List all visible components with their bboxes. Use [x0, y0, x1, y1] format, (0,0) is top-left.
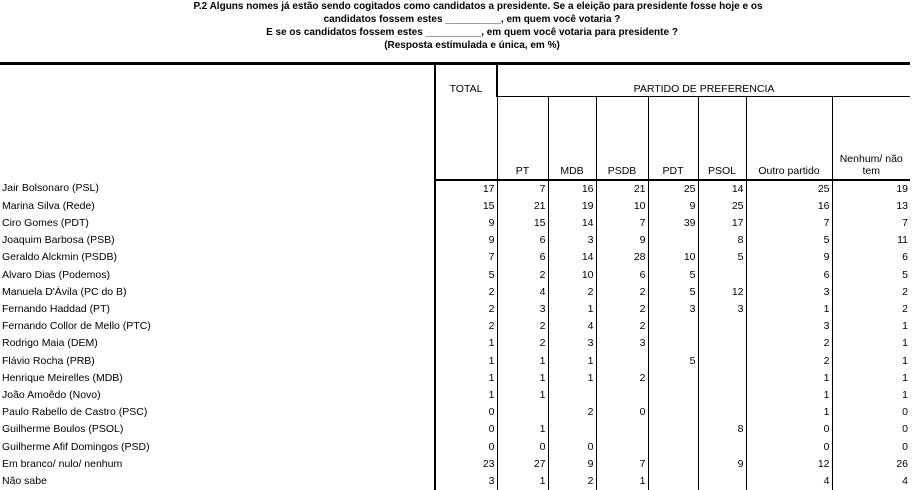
cell-pdt — [648, 439, 698, 456]
candidate-name: Em branco/ nulo/ nenhum — [0, 456, 435, 473]
cell-psdb: 2 — [596, 301, 648, 318]
candidate-name: Ciro Gomes (PDT) — [0, 215, 435, 232]
cell-outro: 12 — [746, 456, 832, 473]
cell-psdb — [596, 421, 648, 438]
cell-nenhum: 1 — [832, 370, 910, 387]
cell-mdb: 3 — [548, 232, 596, 249]
cell-mdb: 9 — [548, 456, 596, 473]
cell-mdb: 1 — [548, 353, 596, 370]
total-cell: 0 — [435, 404, 497, 421]
total-cell: 0 — [435, 439, 497, 456]
cell-pdt: 5 — [648, 284, 698, 301]
party-group-header: PARTIDO DE PREFERENCIA — [497, 64, 910, 97]
candidate-name: Henrique Meirelles (MDB) — [0, 370, 435, 387]
cell-nenhum: 7 — [832, 215, 910, 232]
cell-mdb: 14 — [548, 249, 596, 266]
candidate-name: Jair Bolsonaro (PSL) — [0, 180, 435, 198]
table-row — [0, 232, 910, 249]
cell-pdt — [648, 232, 698, 249]
table-row — [0, 318, 910, 335]
question-line-4: (Resposta estimulada e única, em %) — [0, 39, 918, 52]
total-cell: 15 — [435, 198, 497, 215]
question-line-1: P.2 Alguns nomes já estão sendo cogitados como candidatos a presidente. Se a eleição para presidente fosse hoje e os — [0, 0, 918, 13]
cell-psol — [698, 318, 746, 335]
table-row — [0, 421, 910, 438]
cell-psdb: 7 — [596, 456, 648, 473]
cell-nenhum: 11 — [832, 232, 910, 249]
cell-psol — [698, 439, 746, 456]
col-header-psol: PSOL — [698, 96, 746, 180]
cell-outro: 2 — [746, 335, 832, 352]
cell-outro: 2 — [746, 353, 832, 370]
cell-pt: 2 — [497, 267, 548, 284]
table-row — [0, 198, 910, 215]
cell-outro: 25 — [746, 180, 832, 198]
cell-pt: 1 — [497, 387, 548, 404]
cell-pt: 1 — [497, 370, 548, 387]
cell-pt: 7 — [497, 180, 548, 198]
col-header-mdb: MDB — [548, 96, 596, 180]
cell-pdt — [648, 421, 698, 438]
cell-nenhum: 1 — [832, 353, 910, 370]
candidate-name: Fernando Haddad (PT) — [0, 301, 435, 318]
cell-pdt — [648, 370, 698, 387]
cell-psdb — [596, 387, 648, 404]
cell-pt: 15 — [497, 215, 548, 232]
cell-psol — [698, 335, 746, 352]
cell-nenhum: 5 — [832, 267, 910, 284]
table-row — [0, 249, 910, 266]
cell-psdb: 9 — [596, 232, 648, 249]
total-cell: 17 — [435, 180, 497, 198]
cell-nenhum: 0 — [832, 439, 910, 456]
total-cell: 1 — [435, 353, 497, 370]
cell-psol: 5 — [698, 249, 746, 266]
cell-psol — [698, 353, 746, 370]
cell-pdt — [648, 404, 698, 421]
cell-pdt: 9 — [648, 198, 698, 215]
cell-pdt: 5 — [648, 267, 698, 284]
cell-outro: 16 — [746, 198, 832, 215]
cell-nenhum: 6 — [832, 249, 910, 266]
cell-pdt — [648, 456, 698, 473]
total-cell: 1 — [435, 335, 497, 352]
cell-pdt: 5 — [648, 353, 698, 370]
candidate-name: Guilherme Afif Domingos (PSD) — [0, 439, 435, 456]
candidate-name: Não sabe — [0, 473, 435, 490]
cell-pdt — [648, 473, 698, 490]
cell-mdb: 1 — [548, 370, 596, 387]
cell-outro: 1 — [746, 404, 832, 421]
table-row — [0, 353, 910, 370]
cell-pt: 1 — [497, 353, 548, 370]
col-header-nenhum: Nenhum/ não tem — [832, 96, 910, 180]
candidate-name: Guilherme Boulos (PSOL) — [0, 421, 435, 438]
table-row — [0, 301, 910, 318]
total-header-spacer — [435, 96, 497, 180]
cell-mdb: 2 — [548, 284, 596, 301]
cell-psol: 17 — [698, 215, 746, 232]
cell-pt: 2 — [497, 318, 548, 335]
col-header-pdt: PDT — [648, 96, 698, 180]
candidate-name: Rodrigo Maia (DEM) — [0, 335, 435, 352]
cell-pdt — [648, 318, 698, 335]
cell-outro: 3 — [746, 284, 832, 301]
table-row — [0, 215, 910, 232]
candidate-name: João Amoêdo (Novo) — [0, 387, 435, 404]
cell-mdb: 3 — [548, 335, 596, 352]
total-cell: 9 — [435, 232, 497, 249]
cell-psol: 12 — [698, 284, 746, 301]
candidate-name: Paulo Rabello de Castro (PSC) — [0, 404, 435, 421]
cell-pt: 1 — [497, 473, 548, 490]
cell-psdb: 1 — [596, 473, 648, 490]
cell-mdb: 2 — [548, 404, 596, 421]
cell-psol — [698, 404, 746, 421]
cell-outro: 3 — [746, 318, 832, 335]
cell-mdb: 16 — [548, 180, 596, 198]
cell-pdt: 10 — [648, 249, 698, 266]
table-row — [0, 439, 910, 456]
cell-pdt — [648, 387, 698, 404]
cell-outro: 1 — [746, 301, 832, 318]
cell-psdb: 21 — [596, 180, 648, 198]
col-header-outro: Outro partido — [746, 96, 832, 180]
cell-nenhum: 2 — [832, 284, 910, 301]
cell-pdt — [648, 335, 698, 352]
cell-nenhum: 0 — [832, 421, 910, 438]
cell-pt: 6 — [497, 249, 548, 266]
cell-pdt: 3 — [648, 301, 698, 318]
table-row — [0, 335, 910, 352]
cell-psol: 25 — [698, 198, 746, 215]
cell-pt: 6 — [497, 232, 548, 249]
cell-psdb — [596, 353, 648, 370]
question-header — [0, 0, 918, 52]
cell-pt: 0 — [497, 439, 548, 456]
cell-psdb: 28 — [596, 249, 648, 266]
cell-pdt: 39 — [648, 215, 698, 232]
total-cell: 1 — [435, 370, 497, 387]
cell-psol: 9 — [698, 456, 746, 473]
cell-nenhum: 1 — [832, 387, 910, 404]
cell-pt: 2 — [497, 335, 548, 352]
total-cell: 23 — [435, 456, 497, 473]
cell-mdb — [548, 387, 596, 404]
total-cell: 5 — [435, 267, 497, 284]
cell-outro: 1 — [746, 387, 832, 404]
total-cell: 7 — [435, 249, 497, 266]
cell-outro: 9 — [746, 249, 832, 266]
cell-mdb — [548, 421, 596, 438]
table-row — [0, 404, 910, 421]
candidate-name: Alvaro Dias (Podemos) — [0, 267, 435, 284]
cell-psdb: 2 — [596, 370, 648, 387]
cell-psdb: 0 — [596, 404, 648, 421]
total-cell: 2 — [435, 301, 497, 318]
total-cell: 3 — [435, 473, 497, 490]
total-cell: 9 — [435, 215, 497, 232]
cell-mdb: 0 — [548, 439, 596, 456]
table-row — [0, 284, 910, 301]
candidate-name: Joaquim Barbosa (PSB) — [0, 232, 435, 249]
cell-outro: 1 — [746, 370, 832, 387]
cell-mdb: 1 — [548, 301, 596, 318]
cell-mdb: 14 — [548, 215, 596, 232]
cell-outro: 5 — [746, 232, 832, 249]
cell-pt: 1 — [497, 421, 548, 438]
cell-nenhum: 1 — [832, 335, 910, 352]
cell-psdb: 2 — [596, 318, 648, 335]
cell-psdb — [596, 439, 648, 456]
candidate-name: Geraldo Alckmin (PSDB) — [0, 249, 435, 266]
total-cell: 2 — [435, 284, 497, 301]
col-header-psdb: PSDB — [596, 96, 648, 180]
total-header: TOTAL — [435, 64, 497, 97]
results-body — [0, 180, 910, 490]
cell-psdb: 6 — [596, 267, 648, 284]
cell-pt: 27 — [497, 456, 548, 473]
cell-nenhum: 0 — [832, 404, 910, 421]
candidate-name: Fernando Collor de Mello (PTC) — [0, 318, 435, 335]
table-row — [0, 180, 910, 198]
cell-psol: 8 — [698, 232, 746, 249]
cell-pt: 3 — [497, 301, 548, 318]
cell-nenhum: 1 — [832, 318, 910, 335]
cell-nenhum: 19 — [832, 180, 910, 198]
cell-mdb: 19 — [548, 198, 596, 215]
total-cell: 2 — [435, 318, 497, 335]
cell-psdb: 3 — [596, 335, 648, 352]
total-cell: 1 — [435, 387, 497, 404]
cell-psol: 8 — [698, 421, 746, 438]
candidate-name: Marina Silva (Rede) — [0, 198, 435, 215]
cell-psdb: 2 — [596, 284, 648, 301]
cell-nenhum: 4 — [832, 473, 910, 490]
table-row — [0, 473, 910, 490]
cell-psdb: 7 — [596, 215, 648, 232]
cell-outro: 4 — [746, 473, 832, 490]
candidate-name: Flávio Rocha (PRB) — [0, 353, 435, 370]
cell-psol: 3 — [698, 301, 746, 318]
label-column-header — [0, 64, 435, 180]
results-table — [0, 62, 910, 490]
candidate-name: Manuela D'Ávila (PC do B) — [0, 284, 435, 301]
cell-mdb: 2 — [548, 473, 596, 490]
cell-outro: 7 — [746, 215, 832, 232]
table-row — [0, 267, 910, 284]
cell-nenhum: 26 — [832, 456, 910, 473]
cell-psdb: 10 — [596, 198, 648, 215]
cell-pt: 21 — [497, 198, 548, 215]
question-line-2: candidatos fossem estes __________, em quem você votaria ? — [0, 13, 918, 26]
cell-outro: 0 — [746, 421, 832, 438]
cell-psol — [698, 267, 746, 284]
total-cell: 0 — [435, 421, 497, 438]
cell-pt — [497, 404, 548, 421]
cell-mdb: 10 — [548, 267, 596, 284]
cell-nenhum: 2 — [832, 301, 910, 318]
col-header-pt: PT — [497, 96, 548, 180]
cell-psol: 14 — [698, 180, 746, 198]
table-row — [0, 387, 910, 404]
table-row — [0, 456, 910, 473]
cell-psol — [698, 370, 746, 387]
cell-psol — [698, 387, 746, 404]
cell-outro: 6 — [746, 267, 832, 284]
cell-mdb: 4 — [548, 318, 596, 335]
question-line-3: E se os candidatos fossem estes __________, em quem você votaria para presidente ? — [0, 26, 918, 39]
cell-outro: 0 — [746, 439, 832, 456]
cell-nenhum: 13 — [832, 198, 910, 215]
cell-pdt: 25 — [648, 180, 698, 198]
cell-psol — [698, 473, 746, 490]
cell-pt: 4 — [497, 284, 548, 301]
table-row — [0, 370, 910, 387]
